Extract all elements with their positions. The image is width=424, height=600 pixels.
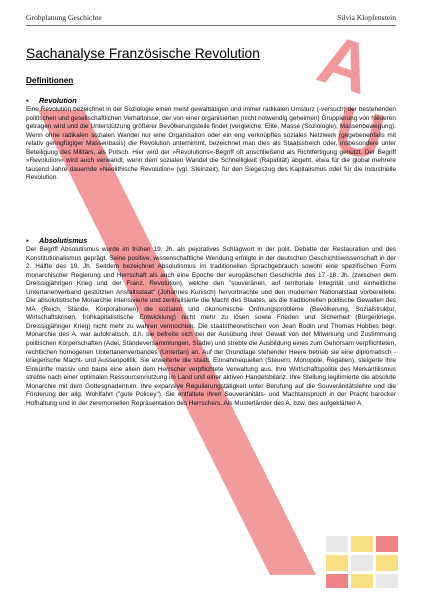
header-left: Grobplanung Geschichte: [26, 13, 102, 22]
page-title: Sachanalyse Französische Revolution: [26, 46, 260, 61]
bullet-icon: ▪: [26, 96, 29, 105]
definitions-heading: Definitionen: [26, 76, 74, 85]
header-divider: [26, 25, 396, 26]
bullet-icon: ▪: [26, 236, 29, 245]
section-heading-revolution: ▪ Revolution: [26, 96, 77, 105]
watermark-letter-a: A: [309, 19, 382, 110]
watermark-letter-u: U: [327, 91, 392, 175]
logo-tiles: [324, 534, 402, 590]
section-heading-absolutismus: ▪ Absolutismus: [26, 236, 88, 245]
section-text-absolutismus: Der Begriff Absolutismus wurde im frühen 19. Jh. als pejoratives Schlagwort in der polit. Debatte der Restauration und des Konstitutionalismus geprägt. Seine positive, wissenschaftliche Wendung erfolgte in der deutschen Geschichtswissenschaft in der 2. Hälfte des 19. Jh. Seitdem bezeichnet Absolutismus im traditionellen Sprachgebrauch sowohl eine spezifischen Form monarchischer Regierung und Herrschaft als auch eine Epoche der europäischen Geschichte des 17.-18. Jh. (zwischen dem Dreissigjährigen Krieg und der Franz. Revolution), welche den "souveränen, auf territoriale Integrität und einheitliche Untertanenverband gestützten Anstaltsstaat" (Johannes Kunisch) hervorbrachte und den modernen Nationalstaat vorbereitete. Die absolutistische Monarchie intensivierte und zentralisierte die Macht des Staates, als die traditionellen politische Gewalten des MA (Reich, Stände, Korporationen) die sozialen und ökonomische Ordnungsprobleme (Bevölkerung, Sozialstruktur, Wirtschaftskrisen, frühkapitalistische Entwicklung) nicht mehr zu lösen sowie Frieden und Sicherheit (Bürgerkriege, Dreissigjähriger Krieg) nicht mehr zu wahren vermochten. Die staatstheoretischen von Jean Bodin und Thomas Hobbes begr. Monarchie des A. war autokratisch, d.h. sie befreite sich bei der Ausübung ihrer Gewalt von der Mitwirkung und Zustimmung politischen Körperschaften (Adel, Ständeversammlungen, Städte) und strebte die Ausbildung eines zum Gehorsam verpflichteten, rechtlichen homogenen Untertanenverbandes (Untertan) an. Auf der Grundlage stehender Heere betrieb sie eine diplomatisch - kriegerische Macht- und Aussenpolitik. Sie erweiterte die staatl. Einnahmequellen (Steuern, Monopole, Regalien), steigerte ihre Einkünfte massiv und baute eine allein dem Herrscher verpflichtete Verwaltung aus. Ihre Wirtschaftspolitik des Merkantilismus strebte nach einer optimalen Ressourcennutzung im Land und einer aktiven Handelsbilanz. Ihre Stellung legitimierte die absolute Monarchie mit dem Gottesgnadentum. Ihre expansive Regulierungstätigkeit unter Berufung auf die Souveränitätslehre und die Förderung der allg. Wohlfahrt ("gute Policey"). Sie entfaltete ihren Souveränitäts- und Machtanspruch in der Pracht barocker Hofhaltung und in der zeremoniellen Repräsentation des Herrschers. Als Musterländer des A. bzw. des aufgeklärten A.: [26, 246, 396, 407]
header-right: Silvia Klopfenstein: [337, 13, 396, 22]
page-header: [26, 13, 396, 25]
section-text-revolution: Eine Revolution bezeichnet in der Soziologie einen meist gewalttätigen und immer radikalen Umsturz (-versuch) der bestehenden politischen und gesellschaftlichen Verhältnisse, der von einer organisierten (nicht notwendig geheimen) Gruppierung von Neueren getragen wird und die Unterstützung größerer Bevölkerungsteile findet (vergleiche: Elite, Masse (Soziologie), Massenbewegung). Wenn ohne radikalen sozialen Wandel nur eine Organisation oder ein eng verknüpftes soziales Netzwerk (gegebenenfalls mit relativ geringfügiger Massenbasis) die Revolution unternimmt, bezeichnet man dies als Staatsstreich oder, insbesondere unter Beteiligung des Militärs, als Putsch. Hier wird der »Revolutions«-Begriff oft anschließend als Richtfertigung genutzt. Der Begriff »Revolution« wird auch verwandt, wenn dem sozialen Wandel die Schnelligkeit (Rapidität) abgeht, etwa für die global mehrere tausend Jahre dauernde »Neolithische Revolution« (vgl. Steinzeit), für den Siegeszug des Kapitalismus oder für die Industrielle Revolution.: [26, 106, 396, 182]
